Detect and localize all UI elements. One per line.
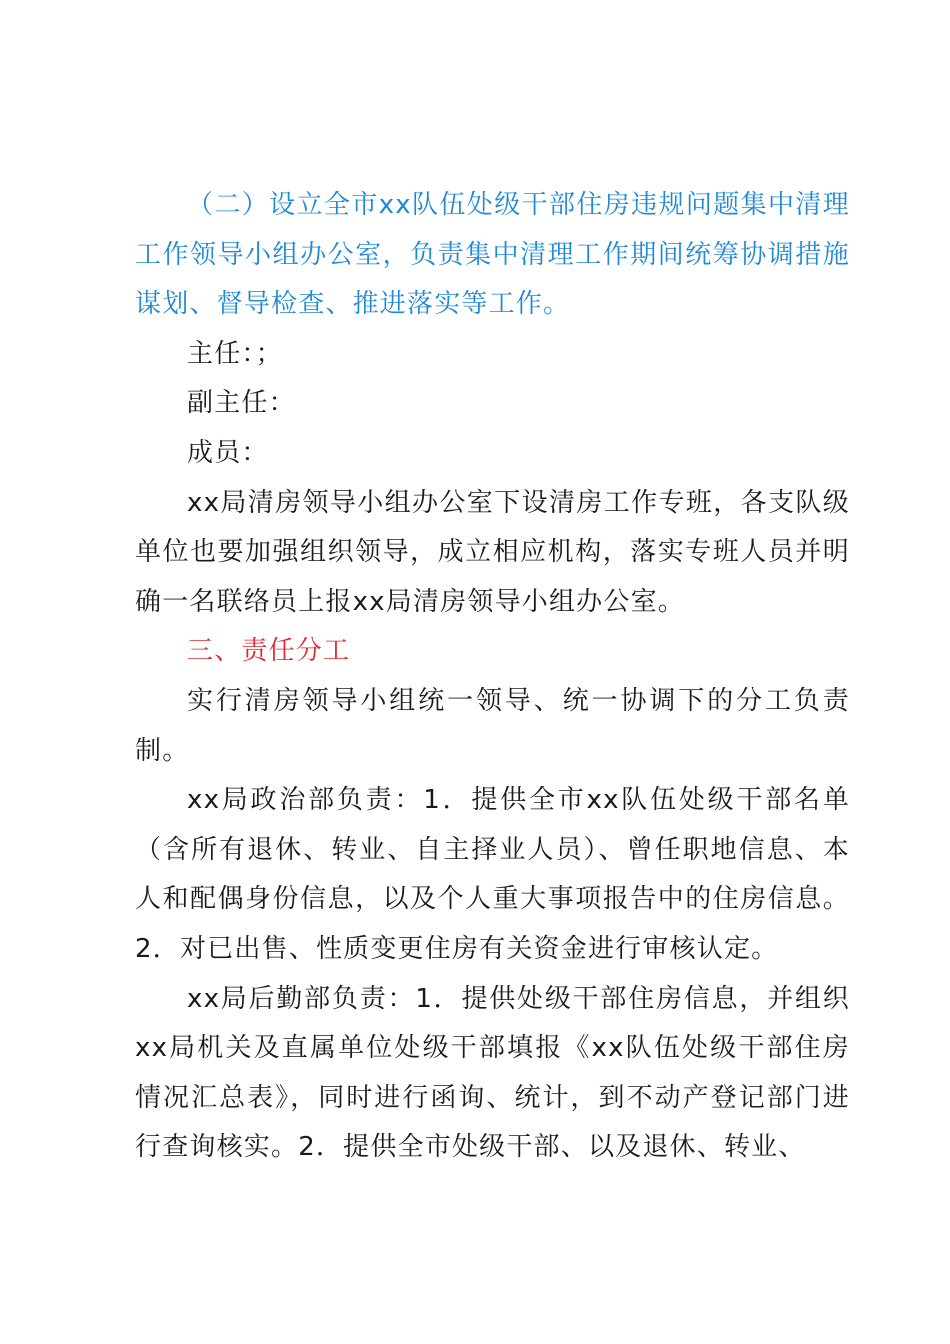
paragraph-division-of-labor: 实行清房领导小组统一领导、统一协调下的分工负责制。 — [135, 685, 850, 766]
paragraph-task-force: xx局清房领导小组办公室下设清房工作专班，各支队级单位也要加强组织领导，成立相应机构，落实专班人员并明确一名联络员上报xx局清房领导小组办公室。 — [135, 487, 850, 617]
paragraph-members: 成员： — [187, 437, 269, 468]
section-heading-responsibilities: 三、责任分工 — [187, 636, 351, 667]
paragraph-deputy-director: 副主任： — [187, 388, 296, 419]
paragraph-logistics-department: xx局后勤部负责：1．提供处级干部住房信息，并组织xx局机关及直属单位处级干部填报《xx队伍处级干部住房情况汇总表》，同时进行函询、统计，到不动产登记部门进行查询核实。2．提供全市处级干部、以及退休、转业、 — [135, 983, 850, 1163]
paragraph-political-department: xx局政治部负责：1．提供全市xx队伍处级干部名单（含所有退休、转业、自主择业人员）、曾任职地信息、本人和配偶身份信息，以及个人重大事项报告中的住房信息。2．对已出售、性质变更住房有关资金进行审核认定。 — [135, 785, 850, 964]
paragraph-office-setup: （二）设立全市xx队伍处级干部住房违规问题集中清理工作领导小组办公室，负责集中清理工作期间统筹协调措施谋划、督导检查、推进落实等工作。 — [135, 190, 850, 320]
paragraph-director: 主任：； — [187, 338, 283, 369]
